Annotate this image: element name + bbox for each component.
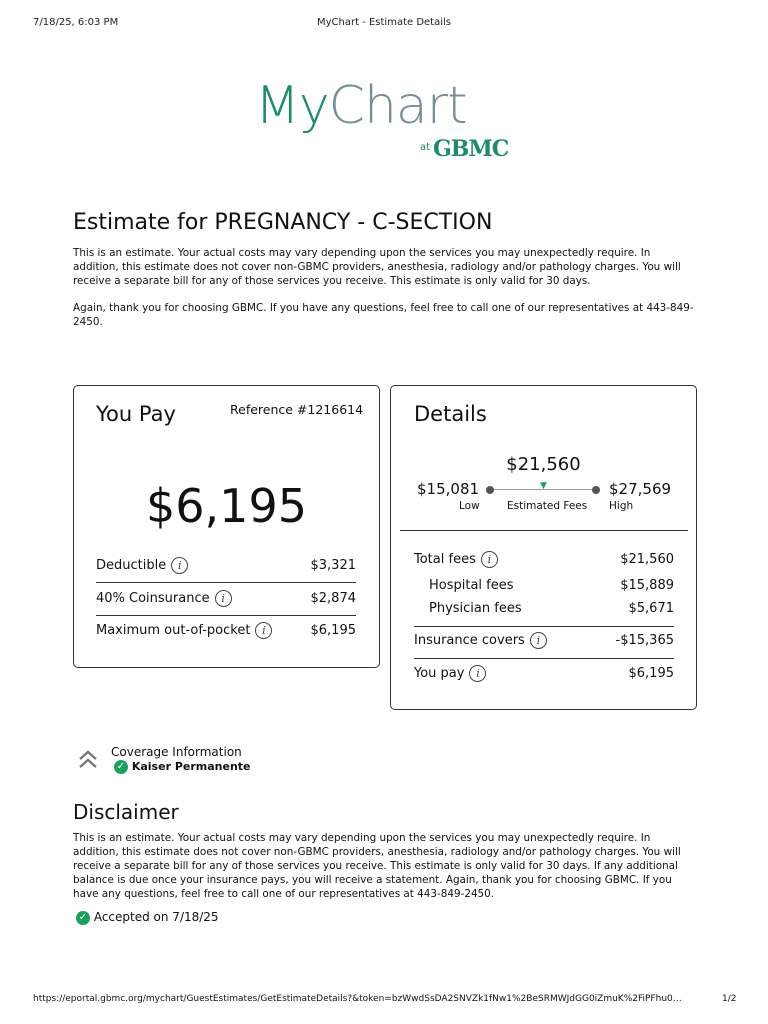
- row-label: 40% Coinsurance: [96, 591, 210, 606]
- row-label: Deductible: [96, 558, 167, 573]
- estimate-marker-icon: ▼: [540, 481, 547, 491]
- you-pay-title: You Pay: [96, 402, 176, 426]
- low-label: Low: [459, 500, 480, 512]
- accepted-text: Accepted on 7/18/25: [93, 910, 219, 924]
- coinsurance-row: [96, 590, 356, 607]
- you-pay-amount: $6,195: [146, 479, 307, 533]
- row-value: $21,560: [620, 552, 674, 567]
- divider: [400, 530, 688, 531]
- coverage-label[interactable]: Coverage Information: [111, 745, 242, 759]
- row-label: Physician fees: [429, 601, 522, 616]
- estimate-thanks: Again, thank you for choosing GBMC. If you have any questions, feel free to call one of our representatives at 443-849-2450.: [73, 302, 694, 328]
- reference-number: Reference #1216614: [230, 402, 364, 417]
- logo-chart: Chart: [328, 76, 467, 136]
- row-value: $5,671: [628, 601, 674, 616]
- disclaimer-title: Disclaimer: [73, 800, 179, 824]
- estimated-fee: $21,560: [506, 454, 581, 475]
- logo-gbmc: GBMC: [433, 136, 509, 162]
- logo-my: My: [255, 76, 329, 136]
- row-label: Total fees: [414, 552, 476, 567]
- estimate-intro: This is an estimate. Your actual costs may vary depending upon the services you may unexpectedly require. In addition, this estimate does not cover non-GBMC providers, anesthesia, radiology and/or pathology charges. You will receive a separate bill for any of those services you receive. This estimate is only valid for 30 days.: [73, 247, 681, 287]
- row-label: Maximum out-of-pocket: [96, 623, 251, 638]
- estimated-label: Estimated Fees: [507, 500, 588, 512]
- row-label: Insurance covers: [414, 633, 525, 648]
- divider: [414, 658, 674, 659]
- row-value: $6,195: [628, 666, 674, 681]
- info-icon[interactable]: i: [171, 557, 188, 574]
- check-icon: ✓: [76, 911, 90, 925]
- coverage-insurer: [114, 760, 251, 774]
- insurance-covers-row: [414, 632, 674, 649]
- row-value: $15,889: [620, 578, 674, 593]
- low-fee: $15,081: [417, 480, 480, 498]
- print-page-number: 1/2: [722, 994, 737, 1004]
- hospital-fees-row: [429, 578, 674, 593]
- info-icon[interactable]: i: [481, 551, 498, 568]
- divider: [414, 626, 674, 627]
- check-icon: ✓: [114, 760, 128, 774]
- info-icon[interactable]: i: [530, 632, 547, 649]
- chevron-up-icon[interactable]: [77, 748, 99, 774]
- high-dot: [592, 486, 600, 494]
- low-dot: [486, 486, 494, 494]
- info-icon[interactable]: i: [469, 665, 486, 682]
- high-fee: $27,569: [609, 480, 672, 498]
- logo-at: at: [420, 142, 431, 153]
- details-title: Details: [414, 402, 487, 426]
- divider: [96, 582, 356, 583]
- row-label: Hospital fees: [429, 578, 514, 593]
- print-timestamp: 7/18/25, 6:03 PM: [33, 17, 119, 28]
- divider: [96, 615, 356, 616]
- disclaimer-text: This is an estimate. Your actual costs may vary depending upon the services you may unexpectedly require. In addition, this estimate does not cover non-GBMC providers, anesthesia, radiology and/or pathology charges. You will receive a separate bill for any of those services you receive. This estimate is only valid for 30 days. If any additional balance is due once your insurance pays, you will receive a statement. Again, thank you for choosing GBMC. If you have any questions, feel free to call one of our representatives at 443-849-2450.: [73, 832, 681, 900]
- row-label: You pay: [414, 666, 465, 681]
- deductible-row: [96, 557, 356, 574]
- page-title: Estimate for PREGNANCY - C-SECTION: [73, 210, 493, 235]
- high-label: High: [609, 500, 634, 512]
- row-value: $2,874: [310, 591, 356, 606]
- mychart-logo: [255, 76, 515, 170]
- info-icon[interactable]: i: [255, 622, 272, 639]
- info-icon[interactable]: i: [215, 590, 232, 607]
- physician-fees-row: [429, 601, 674, 616]
- print-url: https://eportal.gbmc.org/mychart/GuestEstimates/GetEstimateDetails?&token=bzWwdSsDA2SNVZk1fNw1%2BeSRMWJdGG0iZmuK%2FiPFhu0…: [33, 994, 682, 1004]
- print-page-title: MyChart - Estimate Details: [316, 17, 451, 28]
- you-pay-row: [414, 665, 674, 682]
- insurer-name: Kaiser Permanente: [131, 760, 251, 773]
- row-value: -$15,365: [615, 633, 674, 648]
- row-value: $3,321: [310, 558, 356, 573]
- you-pay-card: [73, 385, 380, 668]
- row-value: $6,195: [310, 623, 356, 638]
- details-card: [390, 385, 697, 710]
- accepted-status: [76, 910, 219, 925]
- max-oop-row: [96, 622, 356, 639]
- total-fees-row: [414, 551, 674, 568]
